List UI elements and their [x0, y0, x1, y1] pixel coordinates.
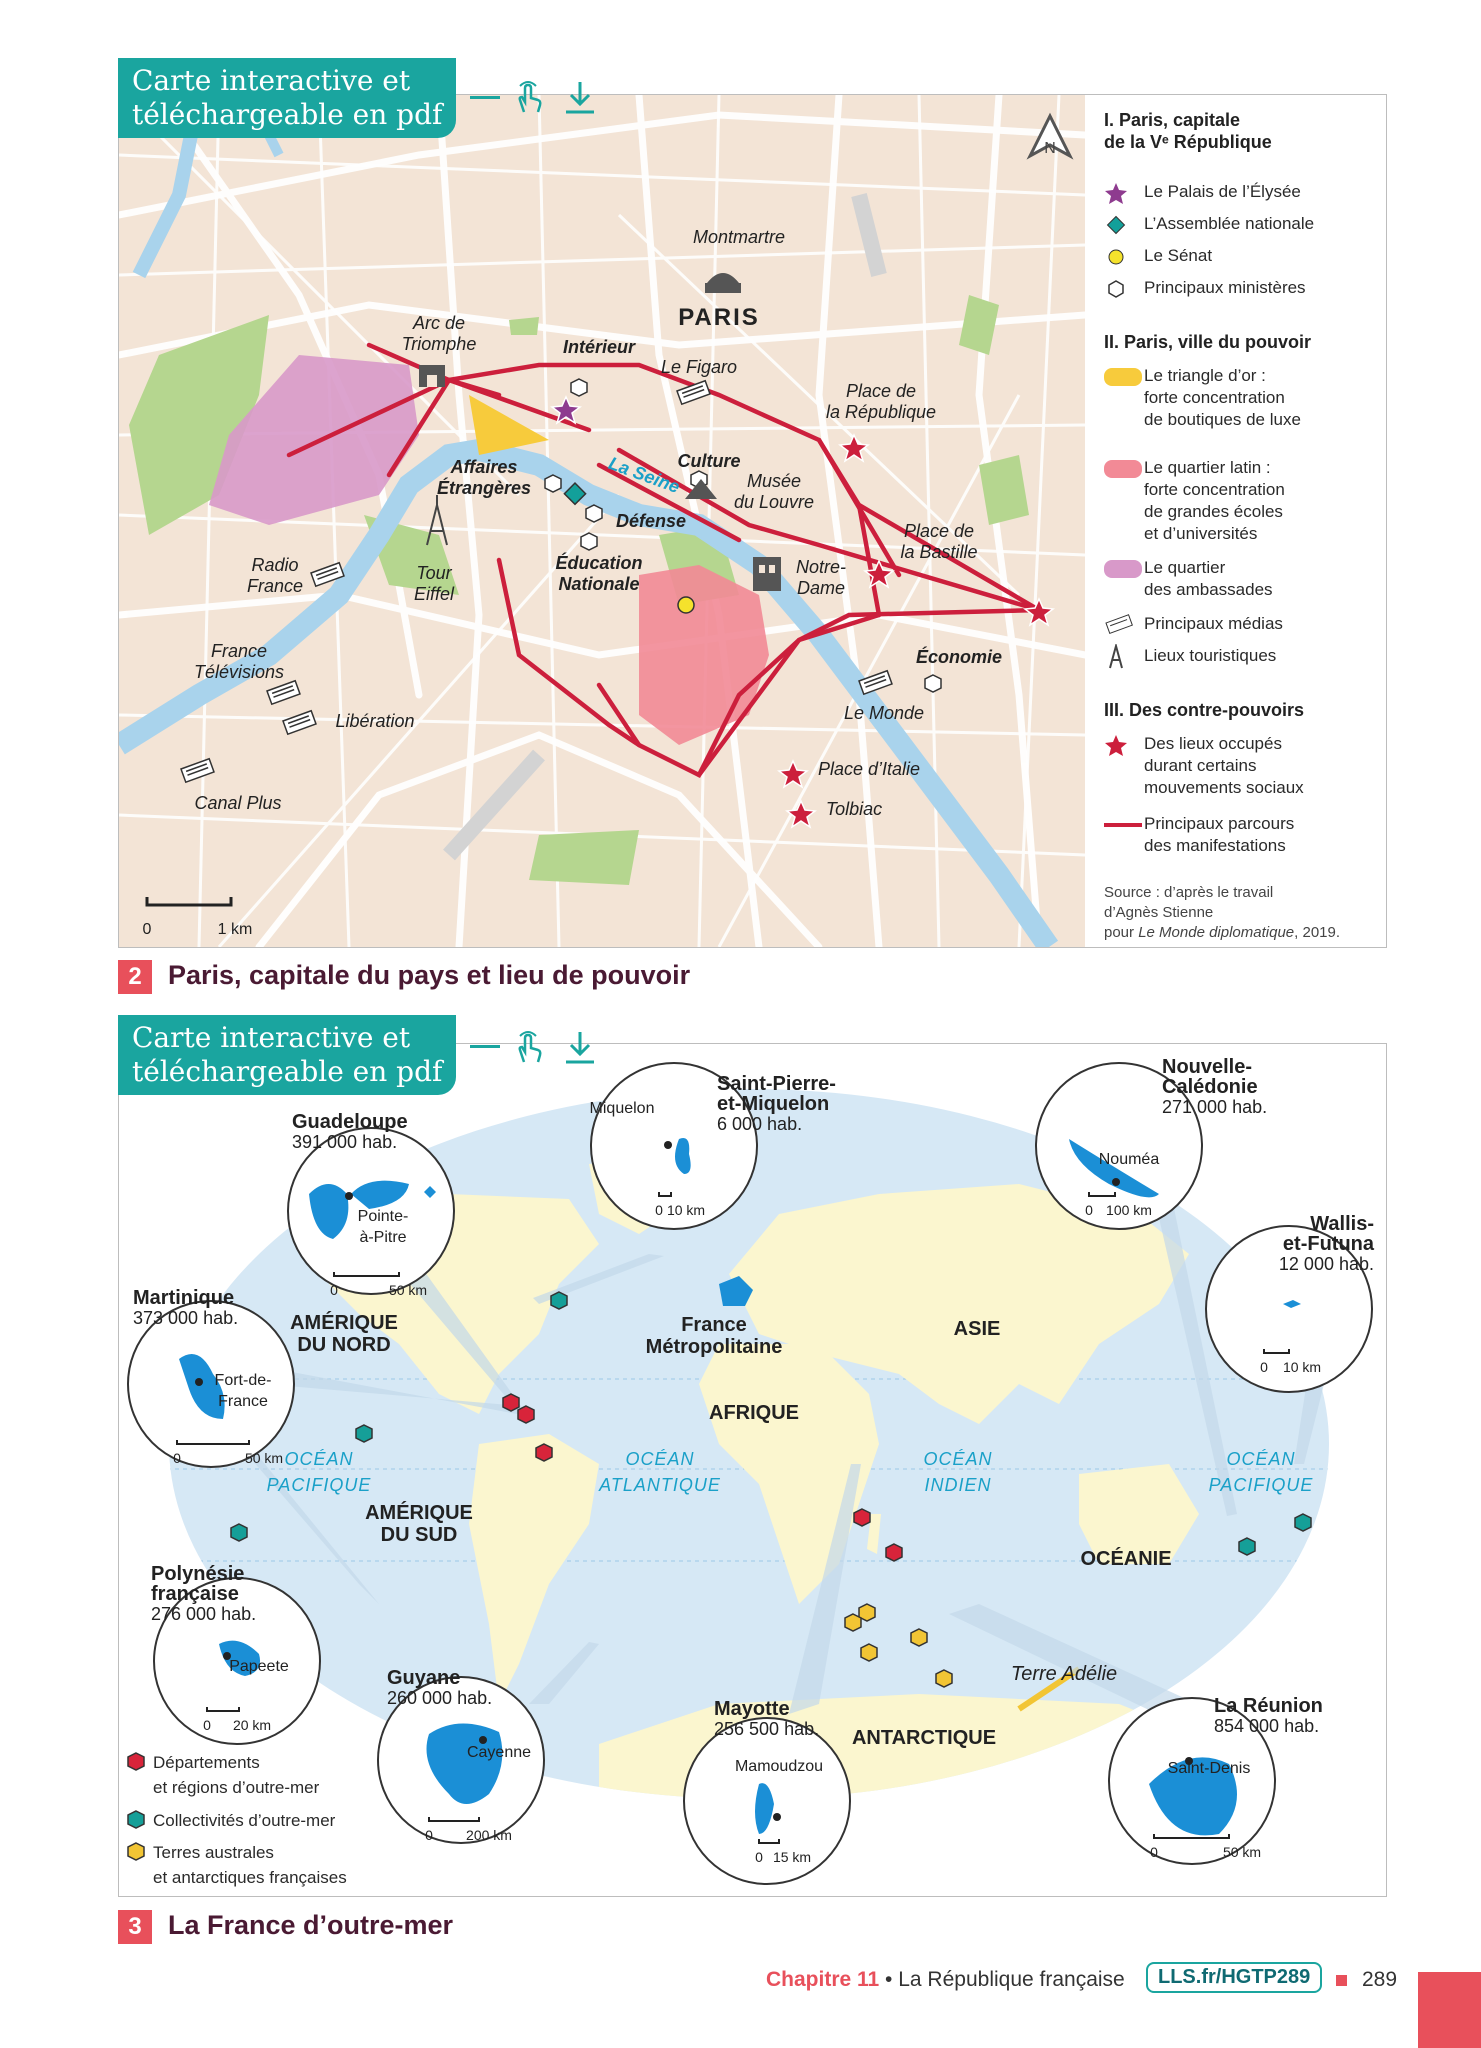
- notre-dame-icon: [753, 557, 781, 591]
- yellow-area-swatch: [1104, 365, 1144, 389]
- label-tour: Tour Eiffel: [413, 563, 455, 604]
- legend-assemblee-label: L’Assemblée nationale: [1144, 214, 1315, 233]
- scale-guadeloupe-1: 50 km: [388, 1282, 428, 1298]
- com-clipperton: [356, 1425, 372, 1442]
- source-journal: Le Monde diplomatique: [1138, 924, 1295, 941]
- city-papeete: Papeete: [229, 1658, 289, 1675]
- legend-senat-label: Le Sénat: [1144, 246, 1213, 265]
- city-cayenne: Cayenne: [466, 1744, 532, 1761]
- interactive-map-badge-1[interactable]: Carte interactive et téléchargeable en pdf: [118, 58, 456, 138]
- label-affaires: Affaires Étrangères: [436, 457, 532, 498]
- interactive-map-badge-2[interactable]: Carte interactive et téléchargeable en pdf: [118, 1015, 456, 1095]
- guyane-name: Guyane: [387, 1667, 461, 1689]
- legend-ambassades-label: Le quartier des ambassades: [1144, 558, 1273, 599]
- label-tolbiac: Tolbiac: [825, 799, 883, 819]
- label-culture: Culture: [677, 451, 741, 471]
- scale-reunion-0: 0: [1150, 1844, 1158, 1860]
- yellow-dot-icon: [1104, 245, 1144, 269]
- download-icon[interactable]: [560, 1028, 600, 1068]
- hex-defense: [586, 505, 602, 522]
- martinique-name: Martinique: [133, 1287, 235, 1309]
- city-mamoudzou: Mamoudzou: [734, 1758, 824, 1775]
- scale-zero: 0: [142, 921, 152, 938]
- source-line-1: Source : d’après le travail: [1104, 884, 1274, 901]
- scale-wf-0: 0: [1260, 1359, 1268, 1375]
- label-liberation: Libération: [335, 711, 415, 731]
- page-footer: [766, 1968, 1125, 1992]
- scale-polynesie-1: 20 km: [232, 1717, 272, 1733]
- label-ocean-atlantic: OCÉAN ATLANTIQUE: [599, 1449, 721, 1495]
- legend-latin-label: Le quartier latin : forte concentration de grandes écoles et d’universités: [1144, 458, 1285, 543]
- city-saint-denis: Saint-Denis: [1167, 1760, 1251, 1777]
- mayotte-label: [714, 1699, 819, 1739]
- com-polynesie: [231, 1524, 247, 1541]
- scale-nc-1: 100 km: [1106, 1202, 1152, 1218]
- scale-guyane-0: 0: [425, 1827, 433, 1843]
- scale-spm-0: 0: [655, 1202, 663, 1218]
- reunion-name: La Réunion: [1214, 1695, 1323, 1717]
- legend-occupes: [1104, 733, 1304, 799]
- nc-name: Nouvelle- Calédonie: [1162, 1056, 1258, 1098]
- footer-link[interactable]: LLS.fr/HGTP289: [1146, 1962, 1322, 1993]
- guyane-pop: 260 000 hab.: [387, 1688, 493, 1708]
- drom-mayotte: [854, 1509, 870, 1526]
- star-red-icon: [1104, 733, 1144, 757]
- legend-latin: [1104, 457, 1285, 545]
- scale-polynesie-0: 0: [203, 1717, 211, 1733]
- source-note: [1104, 883, 1340, 943]
- divider-line-1: [470, 96, 500, 99]
- label-montmartre: Montmartre: [692, 227, 786, 247]
- mayotte-name: Mayotte: [714, 1698, 790, 1720]
- scale-km: 1 km: [217, 921, 253, 938]
- label-bastille: Place de la Bastille: [900, 521, 978, 562]
- label-ocean-pacific-west: OCÉAN PACIFIQUE: [266, 1449, 372, 1495]
- label-canal: Canal Plus: [194, 793, 282, 813]
- legend-heading-2: II. Paris, ville du pouvoir: [1104, 332, 1312, 352]
- world-map-panel: [118, 1043, 1387, 1897]
- source-post: , 2019.: [1294, 924, 1341, 941]
- hexagon-icon: [1104, 277, 1144, 301]
- hex-interieur: [571, 379, 587, 396]
- wf-name: Wallis- et-Futuna: [1282, 1213, 1374, 1255]
- legend-taaf: [125, 1840, 347, 1890]
- label-italie: Place d’Italie: [817, 759, 921, 779]
- diamond-icon: [1104, 213, 1144, 237]
- page-corner-tab: [1418, 1972, 1481, 2048]
- touch-icon[interactable]: [508, 1028, 548, 1068]
- label-economie: Économie: [915, 647, 1003, 667]
- legend-elysee: [1104, 181, 1301, 205]
- label-paris: PARIS: [678, 304, 760, 331]
- legend-parcours: [1104, 813, 1294, 857]
- polynesie-name: Polynésie française: [151, 1563, 245, 1605]
- spm-pop: 6 000 hab.: [717, 1114, 803, 1134]
- guadeloupe-pop: 391 000 hab.: [292, 1132, 398, 1152]
- legend-assemblee: [1104, 213, 1314, 237]
- legend-triangle: [1104, 365, 1301, 431]
- legend-drom-label: Départements et régions d’outre-mer: [153, 1753, 320, 1797]
- section-2-title: Paris, capitale du pays et lieu de pouvoir: [168, 960, 691, 990]
- source-pre: pour: [1104, 924, 1139, 941]
- section-2-number: 2: [118, 960, 152, 994]
- scale-guadeloupe-0: 0: [330, 1282, 338, 1298]
- guadeloupe-name: Guadeloupe: [292, 1111, 408, 1133]
- outre-mer-legend: [125, 1750, 415, 1890]
- label-ftv: France Télévisions: [193, 641, 285, 682]
- label-terre-adelie: Terre Adélie: [1010, 1663, 1118, 1685]
- section-3-number: 3: [118, 1910, 152, 1944]
- spm-name: Saint-Pierre- et-Miquelon: [717, 1073, 836, 1115]
- label-radio: Radio France: [246, 555, 304, 596]
- legend-senat: [1104, 245, 1212, 269]
- star-purple-icon: [1104, 181, 1144, 205]
- legend-medias-label: Principaux médias: [1144, 614, 1283, 633]
- legend-ambassades: [1104, 557, 1273, 601]
- paris-legend: [1104, 109, 1374, 939]
- legend-medias: [1104, 613, 1283, 637]
- scale-mayotte-0: 0: [755, 1849, 763, 1865]
- drom-guyane: [536, 1444, 552, 1461]
- pink-area-swatch: [1104, 457, 1144, 481]
- polynesie-label: [151, 1564, 256, 1624]
- source-line-2: d’Agnès Stienne: [1104, 904, 1214, 921]
- drom-martinique: [518, 1406, 534, 1423]
- newspaper-icon: [1104, 613, 1144, 637]
- mayotte-pop: 256 500 hab.: [714, 1719, 820, 1739]
- city-noumea: Nouméa: [1098, 1151, 1160, 1168]
- scale-martinique-1: 50 km: [244, 1450, 284, 1466]
- page-number: 289: [1362, 1968, 1398, 1991]
- polynesie-pop: 276 000 hab.: [151, 1604, 257, 1624]
- svg-text:N: N: [1044, 140, 1056, 157]
- footer-square-icon: [1336, 1975, 1347, 1986]
- label-north-america: AMÉRIQUE DU NORD: [290, 1312, 398, 1356]
- legend-com: [125, 1808, 335, 1833]
- label-arc: Arc de Triomphe: [401, 313, 477, 354]
- label-defense: Défense: [615, 511, 687, 531]
- label-seine: La Seine: [605, 452, 683, 498]
- teal-hexagon-icon: [125, 1808, 153, 1832]
- legend-occupes-label: Des lieux occupés durant certains mouvements sociaux: [1144, 734, 1304, 797]
- scale-martinique-0: 0: [173, 1450, 181, 1466]
- label-asia: ASIE: [953, 1318, 1001, 1340]
- label-africa: AFRIQUE: [709, 1402, 799, 1424]
- legend-ministeres: [1104, 277, 1306, 301]
- legend-triangle-label: Le triangle d’or : forte concentration de boutiques de luxe: [1144, 366, 1301, 429]
- senat-marker: [678, 597, 694, 613]
- label-france: France Métropolitaine: [645, 1314, 783, 1358]
- label-lemonde: Le Monde: [843, 703, 925, 723]
- spm-label: [717, 1074, 836, 1134]
- com-nc: [1239, 1538, 1255, 1555]
- martinique-pop: 373 000 hab.: [133, 1308, 239, 1328]
- wf-pop: 12 000 hab.: [1278, 1254, 1374, 1274]
- legend-touristiques-label: Lieux touristiques: [1144, 646, 1277, 665]
- drom-reunion: [886, 1544, 902, 1561]
- label-republique: Place de la République: [825, 381, 937, 422]
- label-louvre: Musée du Louvre: [733, 471, 815, 512]
- eiffel-tower-icon: [1104, 645, 1144, 669]
- legend-heading-3: III. Des contre-pouvoirs: [1104, 700, 1305, 720]
- arc-icon: [419, 365, 445, 387]
- city-fort-de-france: Fort-de- France: [214, 1372, 272, 1410]
- nc-pop: 271 000 hab.: [1162, 1097, 1268, 1117]
- com-wf: [1295, 1514, 1311, 1531]
- label-antarctica: ANTARCTIQUE: [851, 1727, 997, 1749]
- label-oceania: OCÉANIE: [1080, 1548, 1172, 1570]
- scale-wf-1: 10 km: [1282, 1359, 1322, 1375]
- label-ocean-pacific-east: OCÉAN PACIFIQUE: [1208, 1449, 1314, 1495]
- hex-education: [581, 533, 597, 550]
- source-line-3: [1104, 923, 1340, 943]
- legend-drom: [125, 1750, 319, 1800]
- legend-com-label: Collectivités d’outre-mer: [153, 1811, 336, 1830]
- legend-heading-1: I. Paris, capitale de la Vᵉ République: [1104, 110, 1272, 152]
- scale-nc-0: 0: [1085, 1202, 1093, 1218]
- label-interieur: Intérieur: [562, 337, 636, 357]
- north-arrow-icon: [1025, 111, 1075, 161]
- footer-chapter: Chapitre 11: [766, 1968, 880, 1991]
- wf-label: [1274, 1214, 1374, 1274]
- reunion-label: [1214, 1696, 1323, 1736]
- guyane-label: [387, 1668, 492, 1708]
- touch-icon[interactable]: [508, 78, 548, 118]
- legend-elysee-label: Le Palais de l’Élysée: [1144, 182, 1301, 201]
- city-pointe-a-pitre: Pointe- à-Pitre: [357, 1208, 409, 1246]
- label-south-america: AMÉRIQUE DU SUD: [365, 1502, 473, 1546]
- label-education: Éducation Nationale: [555, 553, 643, 594]
- reunion-pop: 854 000 hab.: [1214, 1716, 1320, 1736]
- paris-map-panel: [118, 94, 1387, 948]
- scale-mayotte-1: 15 km: [772, 1849, 812, 1865]
- hex-economie: [925, 675, 941, 692]
- label-notre-dame: Notre- Dame: [795, 557, 846, 598]
- legend-touristiques: [1104, 645, 1276, 669]
- com-spm: [551, 1292, 567, 1309]
- scale-reunion-1: 50 km: [1222, 1844, 1262, 1860]
- label-ocean-indian: OCÉAN INDIEN: [923, 1449, 993, 1495]
- label-figaro: Le Figaro: [660, 357, 738, 377]
- scale-spm-1: 10 km: [666, 1202, 706, 1218]
- section-3-title: La France d’outre-mer: [168, 1910, 454, 1940]
- red-hexagon-icon: [125, 1750, 153, 1774]
- legend-taaf-label: Terres australes et antarctiques françaises: [153, 1843, 347, 1887]
- legend-ministeres-label: Principaux ministères: [1144, 278, 1306, 297]
- legend-parcours-label: Principaux parcours des manifestations: [1144, 814, 1295, 855]
- drom-guadeloupe: [503, 1394, 519, 1411]
- city-miquelon: Miquelon: [589, 1100, 655, 1117]
- footer-chapter-title: • La République française: [879, 1968, 1125, 1991]
- nc-label: [1162, 1057, 1267, 1117]
- yellow-hexagon-icon: [125, 1840, 153, 1864]
- purple-area-swatch: [1104, 557, 1144, 581]
- download-icon[interactable]: [560, 78, 600, 118]
- scale-guyane-1: 200 km: [466, 1827, 512, 1843]
- guadeloupe-label: [292, 1112, 408, 1152]
- red-line-icon: [1104, 813, 1144, 837]
- martinique-label: [133, 1288, 238, 1328]
- divider-line-2: [470, 1045, 500, 1048]
